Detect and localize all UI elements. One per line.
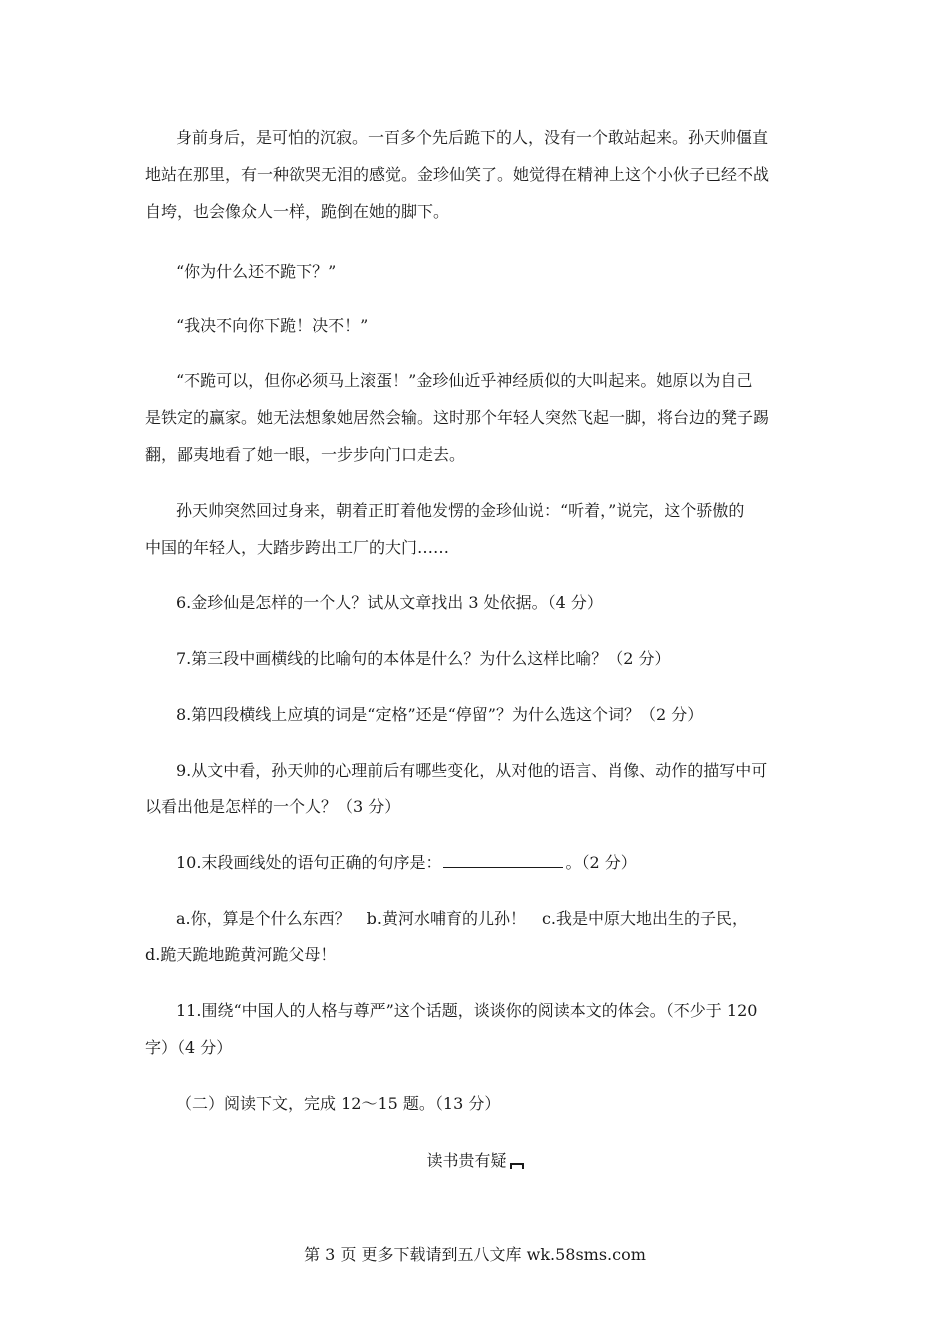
- question-7: 7.第三段中画横线的比喻句的本体是什么？为什么这样比喻？（2 分）: [176, 649, 671, 668]
- paragraph-5-line-1: 孙天帅突然回过身来，朝着正盯着他发愣的金珍仙说：“听着，”说完，这个骄傲的: [176, 501, 745, 520]
- question-10-prefix: 10.末段画线处的语句正确的句序是：: [176, 853, 442, 872]
- options-line-2: d.跪天跪地跪黄河跪父母！: [145, 945, 337, 964]
- paragraph-2: “你为什么还不跪下？”: [176, 262, 337, 281]
- question-10-suffix: 。（2 分）: [565, 853, 637, 872]
- question-9-line-1: 9.从文中看，孙天帅的心理前后有哪些变化，从对他的语言、肖像、动作的描写中可: [176, 761, 768, 780]
- paragraph-5-line-2: 中国的年轻人，大踏步跨出工厂的大门……: [145, 538, 450, 557]
- answer-blank: [443, 853, 563, 868]
- annotation-mark-icon: [510, 1163, 524, 1169]
- article-title-text: 读书贵有疑: [426, 1151, 507, 1170]
- paragraph-4-line-2: 是铁定的赢家。她无法想象她居然会输。这时那个年轻人突然飞起一脚，将台边的凳子踢: [145, 408, 770, 427]
- question-10: [176, 853, 637, 873]
- section-2-heading: （二）阅读下文，完成 12～15 题。（13 分）: [176, 1094, 501, 1113]
- paragraph-1-line-1: 身前身后，是可怕的沉寂。一百多个先后跪下的人，没有一个敢站起来。孙天帅僵直: [176, 128, 769, 147]
- article-title: [0, 1151, 950, 1171]
- question-11-line-2: 字）（4 分）: [145, 1038, 233, 1057]
- paragraph-3: “我决不向你下跪！决不！”: [176, 316, 369, 335]
- question-9-line-2: 以看出他是怎样的一个人？（3 分）: [145, 797, 401, 816]
- paragraph-4-line-1: “不跪可以，但你必须马上滚蛋！”金珍仙近乎神经质似的大叫起来。她原以为自己: [176, 371, 753, 390]
- paragraph-1-line-2: 地站在那里，有一种欲哭无泪的感觉。金珍仙笑了。她觉得在精神上这个小伙子已经不战: [145, 165, 770, 184]
- page-footer: 第 3 页 更多下载请到五八文库 wk.58sms.com: [304, 1245, 646, 1264]
- paragraph-1-line-3: 自垮，也会像众人一样，跪倒在她的脚下。: [145, 202, 450, 221]
- question-11-line-1: 11.围绕“中国人的人格与尊严”这个话题，谈谈你的阅读本文的体会。（不少于 120: [176, 1001, 758, 1020]
- paragraph-4-line-3: 翻，鄙夷地看了她一眼，一步步向门口走去。: [145, 445, 466, 464]
- question-6: 6.金珍仙是怎样的一个人？试从文章找出 3 处依据。（4 分）: [176, 593, 603, 612]
- options-line-1: a.你，算是个什么东西？ b.黄河水哺育的儿孙！ c.我是中原大地出生的子民，: [176, 909, 749, 928]
- question-8: 8.第四段横线上应填的词是“定格”还是“停留”？为什么选这个词？（2 分）: [176, 705, 704, 724]
